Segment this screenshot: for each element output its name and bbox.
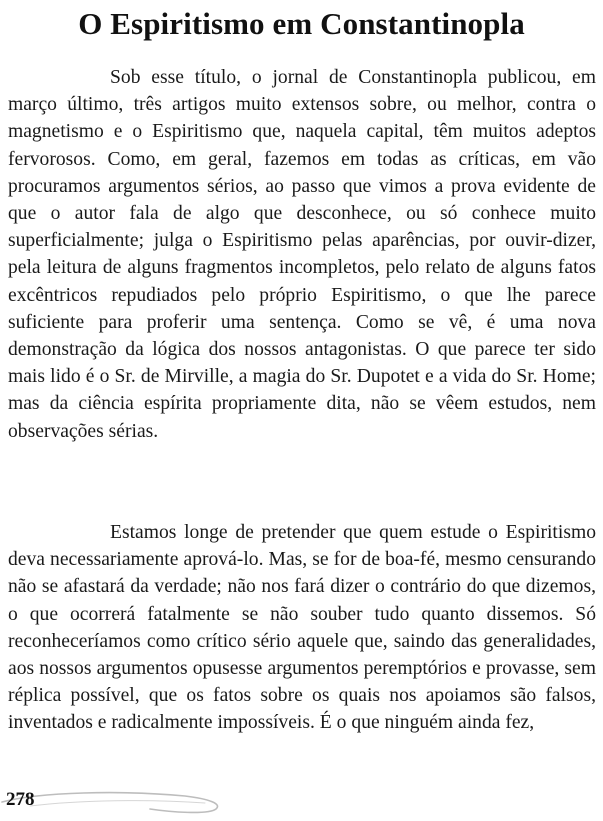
page-number: 278	[6, 789, 35, 810]
page-title: O Espiritismo em Constantinopla	[78, 6, 525, 41]
paragraph-2: Estamos longe de pretender que quem estude o Espiritismo deva necessariamente aprová-lo. Mas, se for de boa-fé, mesmo censurando não se afastará da verdade; não nos fará dizer o contrário do que dizemos, o que ocorrerá fatalmente se não souber tudo quanto dissemos. Só reconheceríamos como crítico sério aquele que, saindo das generalidades, aos nossos argumentos opusesse argumentos peremptórios e provasse, sem réplica possível, que os fatos sobre os quais nos apoiamos são falsos, inventados e radicalmente impossíveis. É o que ninguém ainda fez,	[8, 522, 596, 734]
paragraph-1: Sob esse título, o jornal de Constantinopla publicou, em março último, três artigos muito extensos sobre, ou melhor, contra o magnetismo e o Espiritismo que, naquela capital, têm muitos adeptos fervorosos. Como, em geral, fazemos em todas as críticas, em vão procuramos argumentos sérios, ao passo que vimos a prova evidente de que o autor fala de algo que desconhece, ou só conhece muito superficialmente; julga o Espiritismo pelas aparências, por ouvir-dizer, pela leitura de alguns fragmentos incompletos, pelo relato de alguns fatos excêntricos repudiados pelo próprio Espiritismo, o que lhe parece suficiente para proferir uma sentença. Como se vê, é uma nova demonstração da lógica dos nossos antagonistas. O que parece ter sido mais lido é o Sr. de Mirville, a magia do Sr. Dupotet e a vida do Sr. Home; mas da ciência espírita propriamente dita, não se vêem estudos, nem observações sérias.	[8, 67, 596, 442]
page-footer-swoosh-ornament	[0, 782, 240, 821]
